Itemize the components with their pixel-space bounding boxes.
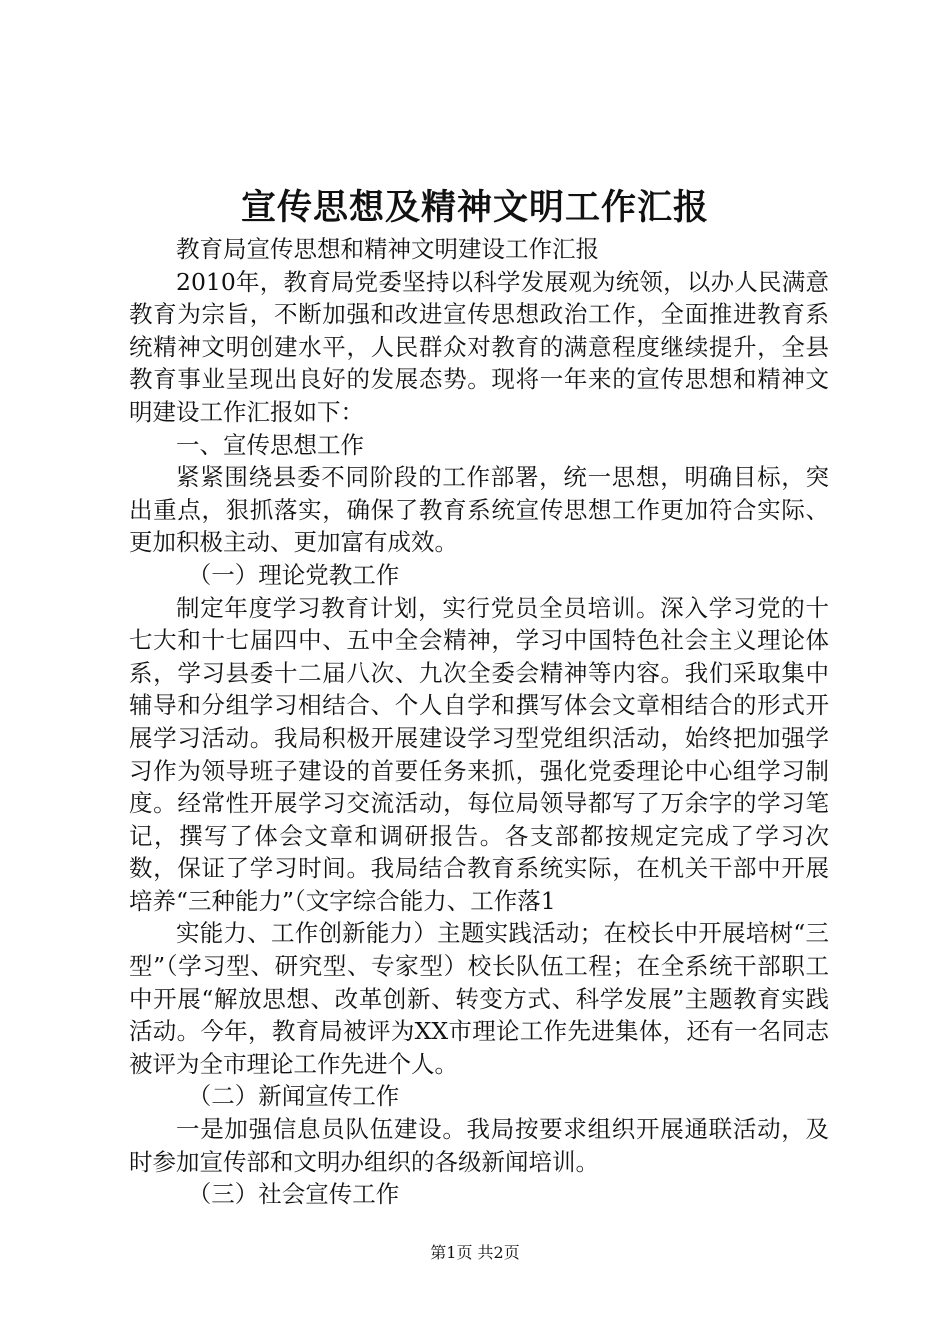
subsection-heading-2: （二）新闻宣传工作 bbox=[187, 1082, 400, 1111]
paragraph-report-heading: 教育局宣传思想和精神文明建设工作汇报 bbox=[176, 235, 599, 263]
section-heading-1: 一、宣传思想工作 bbox=[176, 430, 364, 459]
document-title: 宣传思想及精神文明工作汇报 bbox=[240, 187, 709, 228]
paragraph-theory-education: 制定年度学习教育计划，实行党员全员培训。深入学习党的十七大和十七届四中、五中全会精神，学习中国特色社会主义理论体系，学习县委十二届八次、九次全委会精神等内容。我们采取集中辅导和分组学习相结合、个人自学和撰写体会文章相结合的形式开展学习活动。我局积极开展建设学习型党组织活动，始终把加强学习作为领导班子建设的首要任务来抓，强化党委理论中心组学习制度。经常性开展学习交流活动，每位局领导都写了万余字的学习笔记，撰写了体会文章和调研报告。各支部都按规定完成了学习次数，保证了学习时间。我局结合教育系统实际，在机关干部中开展培养“三种能力”（文字综合能力、工作落1 bbox=[129, 593, 829, 915]
paragraph-news-publicity: 一是加强信息员队伍建设。我局按要求组织开展通联活动，及时参加宣传部和文明办组织的各级新闻培训。 bbox=[129, 1115, 829, 1176]
page-number: 第1页 共2页 bbox=[430, 1243, 520, 1262]
document-body bbox=[129, 233, 829, 1211]
subsection-heading-1: （一）理论党教工作 bbox=[187, 560, 400, 589]
paragraph-section-1: 紧紧围绕县委不同阶段的工作部署，统一思想，明确目标，突出重点，狠抓落实，确保了教育系统宣传思想工作更加符合实际、更加积极主动、更加富有成效。 bbox=[129, 463, 829, 557]
paragraph-theory-continued: 实能力、工作创新能力）主题实践活动；在校长中开展培树“三型”（学习型、研究型、专家型）校长队伍工程；在全系统干部职工中开展“解放思想、改革创新、转变方式、科学发展”主题教育实践活动。今年，教育局被评为XX市理论工作先进集体，还有一名同志被评为全市理论工作先进个人。 bbox=[129, 919, 829, 1078]
subsection-heading-3: （三）社会宣传工作 bbox=[187, 1180, 400, 1209]
paragraph-intro: 2010年，教育局党委坚持以科学发展观为统领，以办人民满意教育为宗旨，不断加强和改进宣传思想政治工作，全面推进教育系统精神文明创建水平，人民群众对教育的满意程度继续提升，全县教育事业呈现出良好的发展态势。现将一年来的宣传思想和精神文明建设工作汇报如下： bbox=[129, 267, 829, 426]
